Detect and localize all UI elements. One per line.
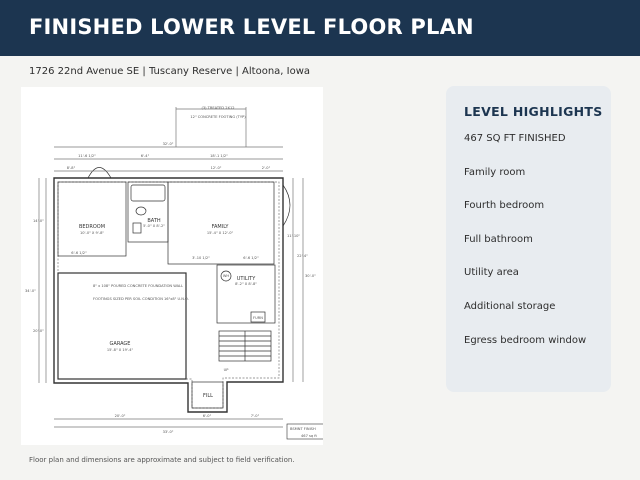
highlight-item: Additional storage <box>464 300 556 312</box>
dim-top7: 8'-8" <box>66 166 76 170</box>
floor-plan <box>21 87 323 445</box>
dim-top5: 12'-0" <box>210 166 222 170</box>
dim-top2: 18'-1 1/2" <box>210 154 228 158</box>
utility-label: UTILITY <box>236 276 256 282</box>
page-title: FINISHED LOWER LEVEL FLOOR PLAN <box>29 15 474 39</box>
dim-top6: 2'-0" <box>261 166 271 170</box>
garage-label: GARAGE <box>109 341 131 347</box>
highlight-item: 467 SQ FT FINISHED <box>464 133 566 144</box>
header-bar <box>0 0 640 56</box>
highlight-item: Fourth bedroom <box>464 200 545 212</box>
highlight-item: Utility area <box>464 267 519 279</box>
utility-size: 8'-2" X 8'-8" <box>235 282 257 286</box>
footings-note: FOOTINGS SIZED PER SOIL CONDITION 16"x8" U.N.O. <box>93 297 189 301</box>
fill-label: FILL <box>203 393 213 399</box>
treated-note: (3) TREATED 2X12 <box>201 106 235 110</box>
dim-bot1: 20'-0" <box>114 414 126 418</box>
dim-left1: 14'-0" <box>33 219 44 223</box>
highlight-item: Family room <box>464 166 526 178</box>
property-address: 1726 22nd Avenue SE | Tuscany Reserve | Altoona, Iowa <box>29 66 311 77</box>
family-label: FAMILY <box>211 224 229 230</box>
bath-label: BATH <box>147 218 161 224</box>
dim-right3: 30'-0" <box>305 274 316 278</box>
dim-bot2: 33'-0" <box>162 430 174 434</box>
wh-label: WH <box>222 274 230 278</box>
highlight-item: Egress bedroom window <box>464 334 587 346</box>
highlight-item: Full bathroom <box>464 233 533 245</box>
bedroom-label: BEDROOM <box>78 224 106 230</box>
bsmt-area: 467 sq ft <box>301 434 317 438</box>
bath-size: 5'-0" X 8'-2" <box>143 224 165 228</box>
floor-plan-drawing <box>21 87 323 445</box>
highlights-panel <box>446 86 611 392</box>
highlights-title: LEVEL HIGHLIGHTS <box>464 104 603 119</box>
dim-right1: 11'-10" <box>287 234 301 238</box>
footing-note: 12" CONCRETE FOOTING (TYP) <box>190 115 246 119</box>
up-label: UP <box>223 368 229 372</box>
dim-d3: 6'-6 1/2" <box>243 256 259 260</box>
dim-top3: 11'-6 1/2" <box>78 154 96 158</box>
furn-label: FURN <box>253 316 263 320</box>
garage-size: 15'-8" X 19'-4" <box>106 348 134 352</box>
dim-right2: 22'-4" <box>297 254 308 258</box>
dim-left2: 20'-0" <box>33 329 44 333</box>
dim-bot4: 7'-0" <box>250 414 260 418</box>
dim-d1: 3'-10 1/2" <box>192 256 210 260</box>
bedroom-size: 10'-0" X 9'-8" <box>79 231 105 235</box>
highlights-list <box>464 132 586 367</box>
dim-top4: 6'-4" <box>140 154 150 158</box>
family-size: 15'-4" X 12'-0" <box>206 231 234 235</box>
bsmt-label: BSMNT FINISH <box>290 427 316 431</box>
dim-left3: 34'-0" <box>25 289 36 293</box>
footer-note: Floor plan and dimensions are approximate and subject to field verification. <box>29 456 295 464</box>
wall-note: 8" x 108" POURED CONCRETE FOUNDATION WALL <box>93 284 184 288</box>
dim-bot3: 6'-0" <box>202 414 212 418</box>
dim-d2: 6'-6 1/2" <box>71 251 87 255</box>
dim-top1: 32'-0" <box>162 142 174 146</box>
